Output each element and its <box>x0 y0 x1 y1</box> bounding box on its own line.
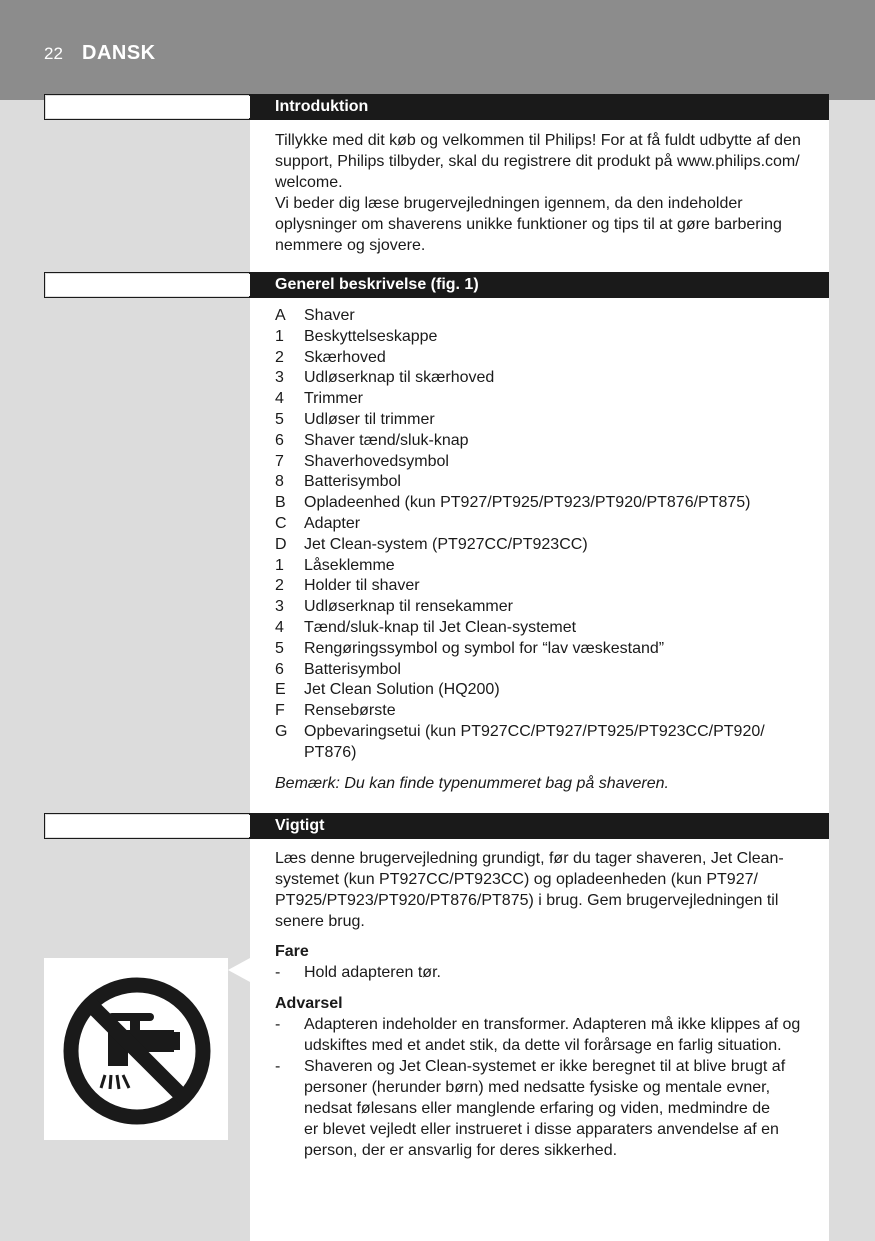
legend-key: 6 <box>275 660 284 678</box>
intro-line: welcome. <box>275 174 343 191</box>
legend-key: 4 <box>275 618 284 636</box>
intro-line: support, Philips tilbyder, skal du registrere dit produkt på www.philips.com/ <box>275 153 800 170</box>
section-title-important: Vigtigt <box>275 817 325 834</box>
legend-text: Opbevaringsetui (kun PT927CC/PT927/PT925/PT923CC/PT920/ <box>304 722 765 740</box>
legend-text: Skærhoved <box>304 348 386 366</box>
legend-key: 5 <box>275 410 284 428</box>
important-line: PT925/PT923/PT920/PT876/PT875) i brug. Gem brugervejledningen til <box>275 892 779 909</box>
intro-line: Vi beder dig læse brugervejledningen igennem, da den indeholder <box>275 195 743 212</box>
legend-key: E <box>275 681 286 699</box>
type-number-note: Bemærk: Du kan finde typenummeret bag på shaveren. <box>275 775 669 792</box>
legend-text: Rengøringssymbol og symbol for “lav væskestand” <box>304 639 665 657</box>
legend-item <box>275 431 827 452</box>
intro-text <box>275 130 827 256</box>
section-title-intro: Introduktion <box>275 98 369 115</box>
legend-text: Shaver tænd/sluk-knap <box>304 431 469 449</box>
warning-item-line: nedsat følesans eller manglende erfaring og viden, medmindre de <box>304 1100 771 1117</box>
legend-text: Jet Clean-system (PT927CC/PT923CC) <box>304 535 588 553</box>
figure-pointer-arrow <box>228 958 250 982</box>
bullet-dash: - <box>275 1016 281 1033</box>
section-bar-intro <box>44 94 829 120</box>
legend-item <box>275 472 827 493</box>
legend-key: C <box>275 514 287 532</box>
legend-item <box>275 306 827 327</box>
intro-line: nemmere og sjovere. <box>275 237 426 254</box>
legend-item <box>275 535 827 556</box>
legend-text: Jet Clean Solution (HQ200) <box>304 681 500 699</box>
warning-item-line: Adapteren indeholder en transformer. Adapteren må ikke klippes af og <box>304 1016 801 1033</box>
legend-key: B <box>275 494 286 512</box>
legend-item <box>275 348 827 369</box>
legend-key: 1 <box>275 556 284 574</box>
legend-item <box>275 327 827 348</box>
legend-text: Udløserknap til rensekammer <box>304 598 513 616</box>
legend-key <box>275 743 304 764</box>
legend-text: Beskyttelseskappe <box>304 327 438 345</box>
legend-item <box>275 389 827 410</box>
legend-item <box>275 722 827 743</box>
legend-key: 2 <box>275 348 284 366</box>
legend-text: Rensebørste <box>304 702 396 720</box>
danger-item-text: Hold adapteren tør. <box>304 964 441 981</box>
legend-item <box>275 597 827 618</box>
warning-heading: Advarsel <box>275 995 343 1012</box>
warning-item-line: udskiftes med et andet stik, da dette vil forårsage en farlig situation. <box>304 1037 782 1054</box>
important-line: Læs denne brugervejledning grundigt, før du tager shaveren, Jet Clean- <box>275 850 784 867</box>
legend-item <box>275 639 827 660</box>
no-tap-water-icon <box>44 958 228 1140</box>
legend-item <box>275 701 827 722</box>
warning-block <box>275 993 827 1161</box>
intro-line: oplysninger om shaverens unikke funktioner og tips til at gøre barbering <box>275 216 782 233</box>
legend-text: Trimmer <box>304 390 363 408</box>
legend-item <box>275 660 827 681</box>
section-title-general: Generel beskrivelse (fig. 1) <box>275 276 479 293</box>
legend-key: D <box>275 535 287 553</box>
language-title: DANSK <box>82 42 156 64</box>
legend-text: PT876) <box>304 743 357 761</box>
legend-text: Shaver <box>304 307 355 324</box>
legend-text: Batterisymbol <box>304 660 401 678</box>
legend-text: Holder til shaver <box>304 577 420 595</box>
section-bar-general <box>44 272 829 298</box>
section-bar-important <box>44 813 829 839</box>
bullet-dash: - <box>275 1058 281 1075</box>
legend-key: 8 <box>275 473 284 491</box>
danger-block <box>275 941 827 983</box>
legend-item <box>275 618 827 639</box>
legend-key: 4 <box>275 390 284 408</box>
legend-item <box>275 410 827 431</box>
legend-item <box>275 452 827 473</box>
legend-text: Tænd/sluk-knap til Jet Clean-systemet <box>304 618 577 636</box>
legend-item <box>275 556 827 577</box>
legend-key: 3 <box>275 598 284 616</box>
intro-line: Tillykke med dit køb og velkommen til Philips! For at få fuldt udbytte af den <box>275 132 801 149</box>
legend-item <box>275 368 827 389</box>
warning-item <box>275 1014 827 1056</box>
important-line: senere brug. <box>275 913 365 930</box>
warning-item-line: Shaveren og Jet Clean-systemet er ikke beregnet til at blive brugt af <box>304 1058 786 1075</box>
legend-key: 5 <box>275 639 284 657</box>
legend-text: Udløser til trimmer <box>304 410 435 428</box>
legend-text: Adapter <box>304 514 361 532</box>
warning-item <box>275 1056 827 1161</box>
legend-text: Shaverhovedsymbol <box>304 452 449 470</box>
legend-item <box>275 493 827 514</box>
important-line: systemet (kun PT927CC/PT923CC) og opladeenheden (kun PT927/ <box>275 871 758 888</box>
legend-item <box>275 743 827 764</box>
legend-key: 7 <box>275 452 284 470</box>
legend-key: 6 <box>275 431 284 449</box>
danger-heading: Fare <box>275 943 309 960</box>
legend-key: A <box>275 307 286 324</box>
legend-text: Opladeenhed (kun PT927/PT925/PT923/PT920/PT876/PT875) <box>304 494 751 512</box>
legend-item <box>275 514 827 535</box>
legend-item <box>275 680 827 701</box>
no-water-figure <box>44 958 228 1140</box>
warning-item-line: person, der er ansvarlig for deres sikkerhed. <box>304 1142 618 1159</box>
legend-key: 1 <box>275 327 284 345</box>
page-number: 22 <box>44 44 63 63</box>
right-margin-strip <box>829 100 875 1241</box>
legend-text: Udløserknap til skærhoved <box>304 369 495 387</box>
legend-text: Batterisymbol <box>304 473 401 491</box>
legend-key: 2 <box>275 577 284 595</box>
bullet-dash: - <box>275 964 281 981</box>
legend-key: G <box>275 722 288 740</box>
legend-text: Låseklemme <box>304 556 395 574</box>
legend-key: F <box>275 702 285 720</box>
important-text <box>275 848 827 932</box>
legend-item <box>275 576 827 597</box>
warning-item-line: er blevet vejledt eller instrueret i disse apparaters anvendelse af en <box>304 1121 779 1138</box>
warning-item-line: personer (herunder børn) med nedsatte fysiske og mentale evner, <box>304 1079 771 1096</box>
parts-legend-list <box>275 306 827 764</box>
danger-item <box>275 962 827 983</box>
legend-key: 3 <box>275 369 284 387</box>
